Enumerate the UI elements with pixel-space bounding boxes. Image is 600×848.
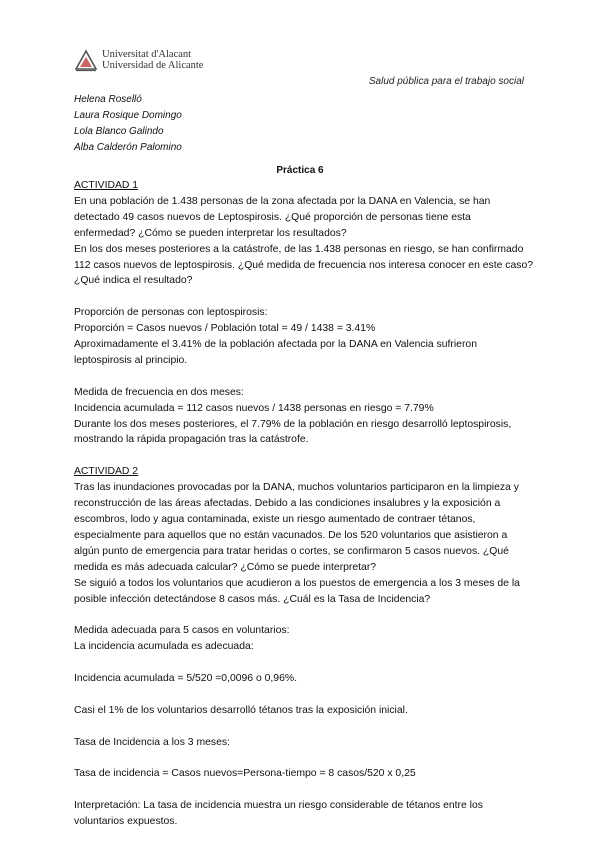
- activity1-heading: ACTIVIDAD 1: [74, 180, 139, 191]
- university-name: [102, 49, 203, 71]
- activity1-question-1: En una población de 1.438 personas de la zona afectada por la DANA en Valencia, se han detectado 49 casos nuevos de Leptospirosis. ¿Qué proporción de personas tiene esta enfermedad? ¿Cómo se pueden interpretar los resultados?: [74, 195, 491, 239]
- course-title: Salud pública para el trabajo social: [368, 76, 524, 87]
- activity2-answer1-formula: Incidencia acumulada = 5/520 =0,0096 o 0,96%.: [74, 673, 297, 685]
- activity1-question-2: En los dos meses posteriores a la catástrofe, de las 1.438 personas en riesgo, se han confirmado 112 casos nuevos de leptospirosis. ¿Qué medida de frecuencia nos interesa conocer en este caso? ¿Qué indica el resultado?: [74, 243, 533, 287]
- activity2-answer2-text: Interpretación: La tasa de incidencia muestra un riesgo considerable de tétanos entre los voluntarios expuestos.: [74, 800, 483, 828]
- university-name-valencian: Universitat d'Alacant: [102, 49, 192, 60]
- university-name-spanish: Universidad de Alicante: [102, 60, 204, 71]
- author-name: Laura Rosique Domingo: [74, 110, 182, 121]
- document-body: [74, 178, 534, 830]
- activity2-answer2-formula: Tasa de incidencia = Casos nuevos=Persona-tiempo = 8 casos/520 x 0,25: [74, 768, 416, 780]
- activity1-answer1-text: Aproximadamente el 3.41% de la población afectada por la DANA en Valencia sufrieron leptospirosis al principio.: [74, 339, 477, 366]
- author-name: Lola Blanco Galindo: [74, 126, 164, 137]
- activity1-answer1-formula: Proporción = Casos nuevos / Población total = 49 / 1438 = 3.41%: [74, 323, 376, 335]
- activity2-answer1-title: Medida adecuada para 5 casos en voluntarios:: [74, 625, 290, 637]
- university-emblem-icon: [74, 47, 98, 73]
- activity1-answer2-text: Durante los dos meses posteriores, el 7.79% de la población en riesgo desarrolló leptospirosis, mostrando la rápida propagación tras la catástrofe.: [74, 418, 512, 446]
- university-logo: [74, 47, 203, 73]
- activity1-answer1-title: Proporción de personas con leptospirosis:: [74, 307, 268, 319]
- author-name: Alba Calderón Palomino: [74, 142, 182, 153]
- activity2-answer1-text: Casi el 1% de los voluntarios desarrolló tétanos tras la exposición inicial.: [74, 704, 408, 716]
- activity2-answer2-title: Tasa de Incidencia a los 3 meses:: [74, 736, 230, 748]
- activity2-answer1-subtitle: La incidencia acumulada es adecuada:: [74, 641, 254, 653]
- activity2-heading: ACTIVIDAD 2: [74, 466, 139, 478]
- activity2-question-2: Se siguió a todos los voluntarios que acudieron a los puestos de emergencia a los 3 meses de la posible infección detectándose 8 casos más. ¿Cuál es la Tasa de Incidencia?: [74, 577, 520, 605]
- author-name: Helena Roselló: [74, 94, 142, 105]
- activity2-question-1: Tras las inundaciones provocadas por la DANA, muchos voluntarios participaron en la limpieza y reconstrucción de las áreas afectadas. Debido a las condiciones insalubres y la exposición a escombros, lodo y agua contaminada, existe un riesgo aumentado de contraer tétanos, especialmente para aquellos que no están vacunados. De los 520 voluntarios que asistieron a algún punto de emergencia para tratar heridas o cortes, se confirmaron 5 casos nuevos. ¿Qué medida es más adecuada calcular? ¿Cómo se puede interpretar?: [74, 482, 519, 573]
- author-list: [74, 92, 182, 156]
- activity1-answer2-formula: Incidencia acumulada = 112 casos nuevos / 1438 personas en riesgo = 7.79%: [74, 402, 434, 414]
- activity1-answer2-title: Medida de frecuencia en dos meses:: [74, 386, 244, 398]
- document-title: Práctica 6: [276, 165, 324, 176]
